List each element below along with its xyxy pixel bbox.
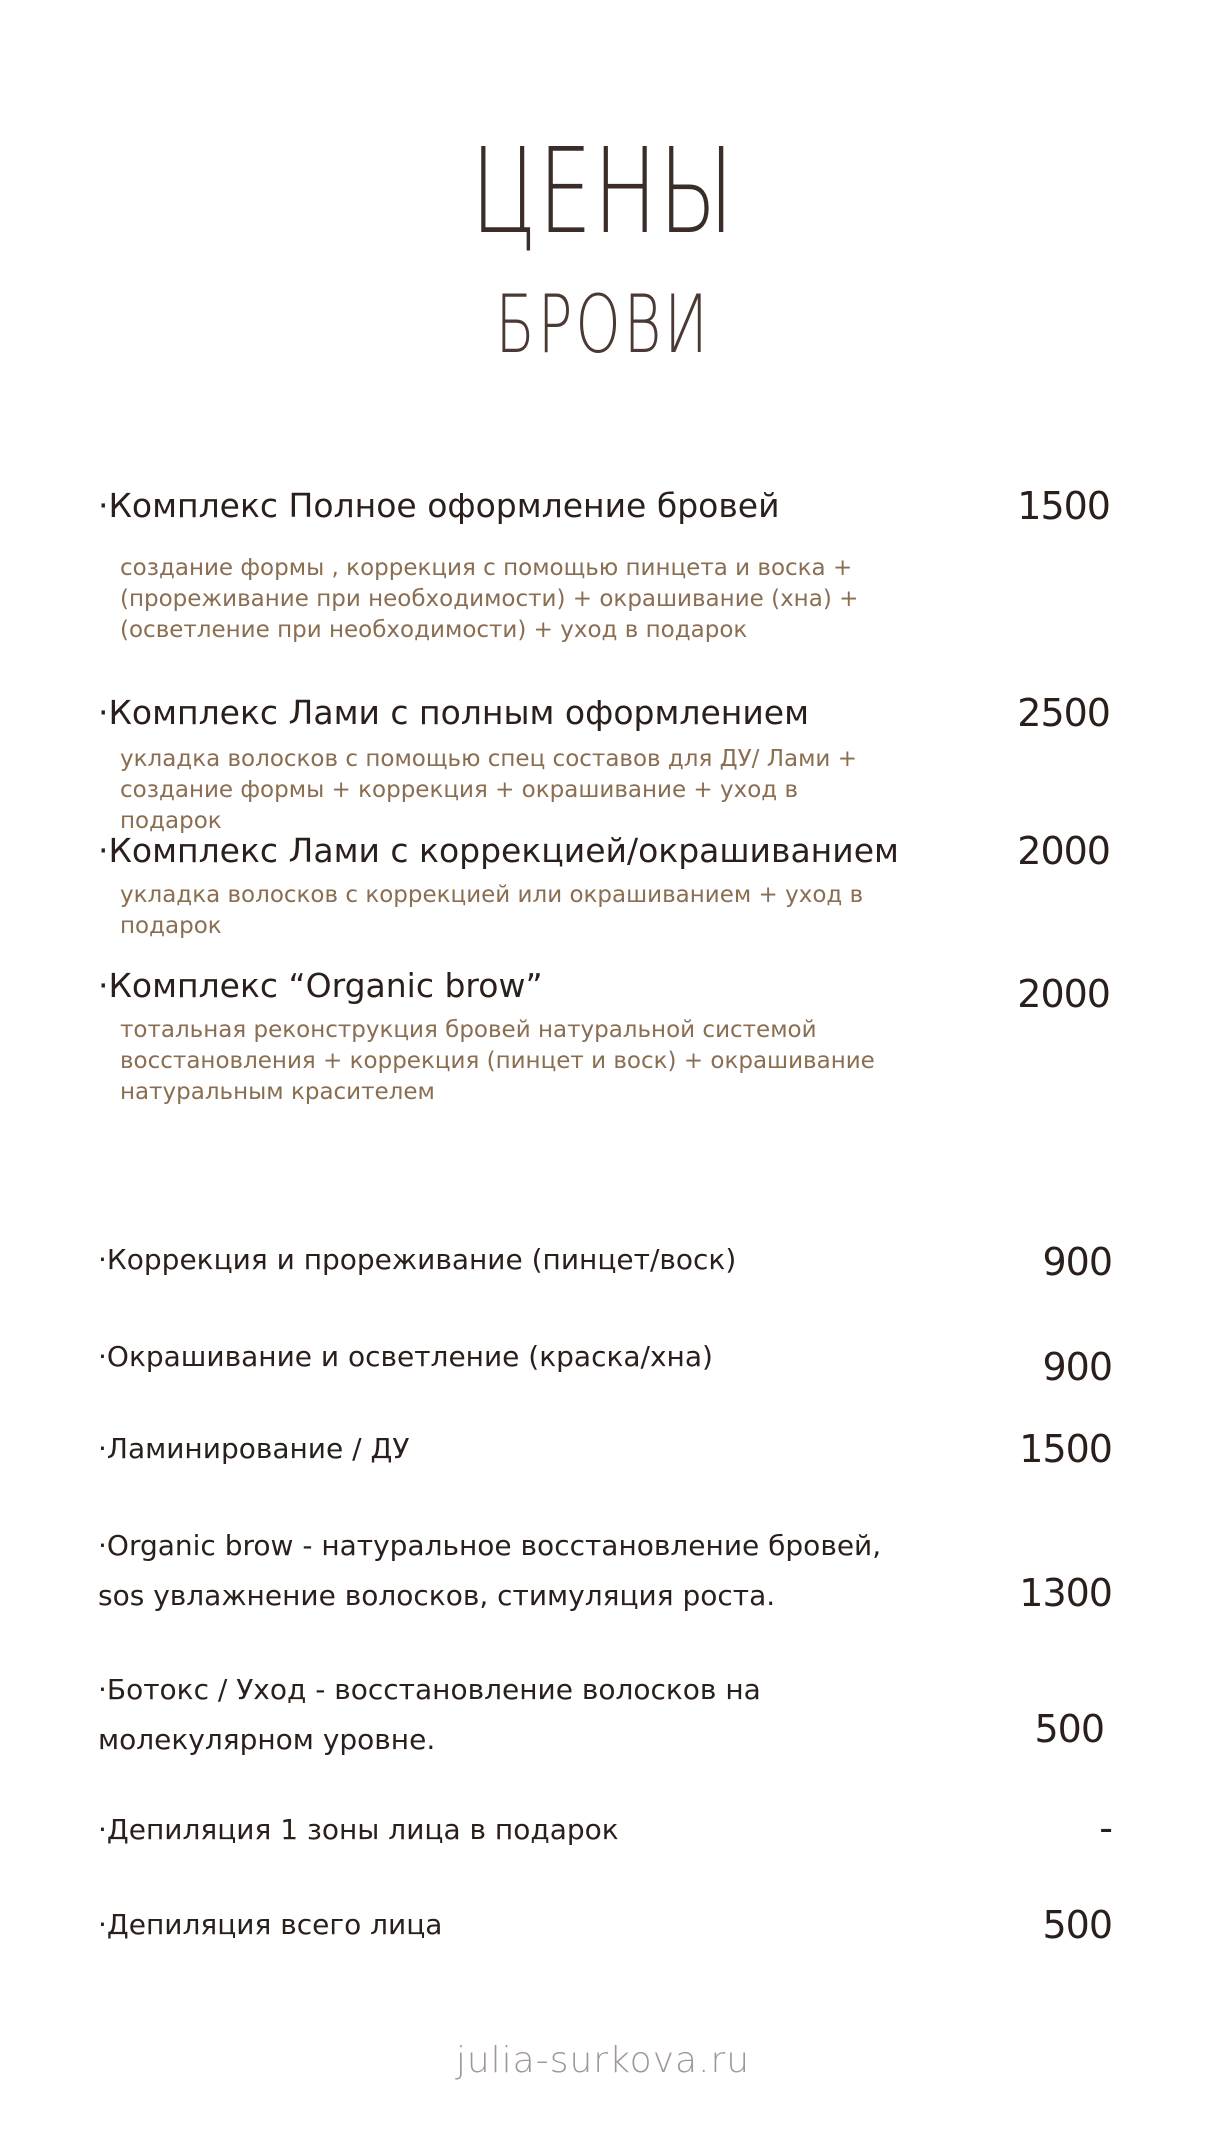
service-name: ·Коррекция и прореживание (пинцет/воск)	[98, 1243, 737, 1276]
complex-name: ·Комплекс Лами с полным оформлением	[98, 693, 809, 732]
service-price: 900	[1042, 1240, 1112, 1284]
service-price: -	[1099, 1806, 1112, 1850]
footer-website: julia-surkova.ru	[455, 2040, 751, 2081]
complex-description: тотальная реконструкция бровей натуральной системой восстановления + коррекция (пинцет и воск) + окрашивание натуральным красителем	[120, 1017, 875, 1105]
complex-price: 2500	[1017, 691, 1110, 735]
complex-price: 2000	[1017, 829, 1110, 873]
service-price: 1300	[1019, 1571, 1112, 1615]
complex-name: ·Комплекс “Organic brow”	[98, 966, 543, 1005]
page-subtitle: БРОВИ	[495, 278, 711, 371]
complex-description: создание формы , коррекция с помощью пинцета и воска + (прореживание при необходимости) + окрашивание (хна) + (осветление при необходимости) + уход в подарок	[120, 555, 859, 643]
complex-name: ·Комплекс Лами с коррекцией/окрашиванием	[98, 831, 899, 870]
service-name: ·Ботокс / Уход - восстановление волосков на молекулярном уровне.	[98, 1673, 761, 1756]
complex-price: 1500	[1017, 484, 1110, 528]
service-price: 500	[1034, 1707, 1104, 1751]
page-title: ЦЕНЫ	[470, 122, 736, 260]
service-name: ·Депиляция 1 зоны лица в подарок	[98, 1813, 619, 1846]
service-name: ·Ламинирование / ДУ	[98, 1432, 410, 1465]
service-name: ·Депиляция всего лица	[98, 1908, 443, 1941]
service-price: 500	[1042, 1903, 1112, 1947]
complex-price: 2000	[1017, 972, 1110, 1016]
service-price: 900	[1042, 1345, 1112, 1389]
service-price: 1500	[1019, 1427, 1112, 1471]
complex-name: ·Комплекс Полное оформление бровей	[98, 486, 780, 525]
service-name: ·Окрашивание и осветление (краска/хна)	[98, 1340, 713, 1373]
service-name: ·Organic brow - натуральное восстановление бровей, sos увлажнение волосков, стимуляция роста.	[98, 1529, 882, 1612]
complex-description: укладка волосков с помощью спец составов для ДУ/ Лами + создание формы + коррекция + окрашивание + уход в подарок	[120, 746, 857, 834]
complex-description: укладка волосков с коррекцией или окрашиванием + уход в подарок	[120, 882, 864, 939]
